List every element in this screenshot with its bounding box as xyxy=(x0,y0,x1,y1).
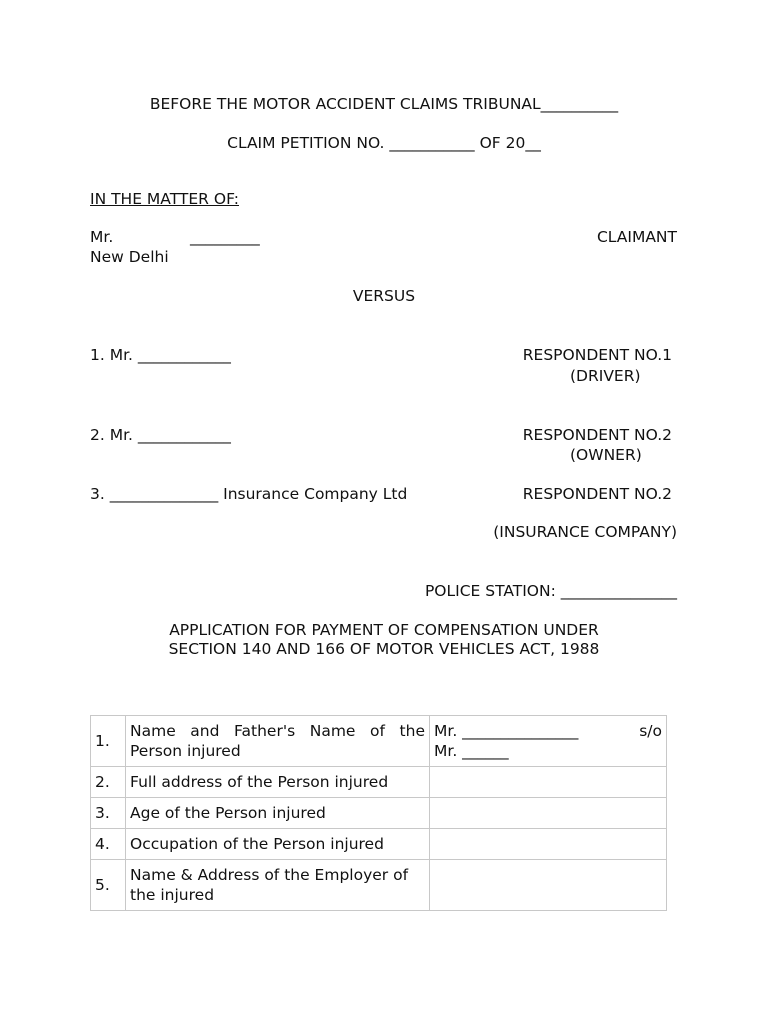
respondent-1-role: RESPONDENT NO.1 xyxy=(522,346,672,364)
row-label: Name and Father's Name of the Person injured xyxy=(126,716,430,767)
claimant-name-blank: _________ xyxy=(190,228,260,246)
respondent-1-sub: (DRIVER) xyxy=(570,367,641,385)
claimant-prefix: Mr. xyxy=(90,228,114,246)
table-row xyxy=(91,829,667,860)
row-label: Full address of the Person injured xyxy=(126,767,430,798)
table-row xyxy=(91,860,667,911)
respondent-2-sub: (OWNER) xyxy=(570,446,642,464)
row-number: 4. xyxy=(91,829,126,860)
row-value xyxy=(430,767,667,798)
row-label: Name & Address of the Employer of the injured xyxy=(126,860,430,911)
claimant-city: New Delhi xyxy=(90,248,169,266)
respondent-2-text: 2. Mr. ____________ xyxy=(90,426,231,444)
row-value xyxy=(430,716,667,767)
row-value xyxy=(430,798,667,829)
particulars-table xyxy=(90,715,667,911)
table-row xyxy=(91,798,667,829)
row-value-line1-left: Mr. _______________ xyxy=(434,722,579,740)
respondent-2-role: RESPONDENT NO.2 xyxy=(522,426,672,444)
respondent-3-text: 3. ______________ Insurance Company Ltd xyxy=(90,485,408,503)
respondent-3-sub: (INSURANCE COMPANY) xyxy=(493,523,677,541)
respondent-1-text: 1. Mr. ____________ xyxy=(90,346,231,364)
claimant-role: CLAIMANT xyxy=(596,228,677,246)
tribunal-heading: BEFORE THE MOTOR ACCIDENT CLAIMS TRIBUNAL__________ xyxy=(149,95,619,113)
row-number: 1. xyxy=(91,716,126,767)
police-station: POLICE STATION: _______________ xyxy=(424,582,677,600)
row-number: 2. xyxy=(91,767,126,798)
row-number: 5. xyxy=(91,860,126,911)
row-value xyxy=(430,829,667,860)
application-title-line2: SECTION 140 AND 166 OF MOTOR VEHICLES ACT, 1988 xyxy=(168,640,600,658)
claim-petition-heading: CLAIM PETITION NO. ___________ OF 20__ xyxy=(227,134,541,152)
row-value xyxy=(430,860,667,911)
versus-label: VERSUS xyxy=(352,287,416,305)
row-value-line2: Mr. ______ xyxy=(434,742,509,760)
respondent-3-role: RESPONDENT NO.2 xyxy=(522,485,672,503)
in-the-matter-of: IN THE MATTER OF: xyxy=(90,190,239,208)
row-label: Age of the Person injured xyxy=(126,798,430,829)
table-row xyxy=(91,716,667,767)
row-number: 3. xyxy=(91,798,126,829)
row-label: Occupation of the Person injured xyxy=(126,829,430,860)
table-row xyxy=(91,767,667,798)
application-title-line1: APPLICATION FOR PAYMENT OF COMPENSATION UNDER xyxy=(169,621,599,639)
row-value-line1-right: s/o xyxy=(639,722,662,740)
